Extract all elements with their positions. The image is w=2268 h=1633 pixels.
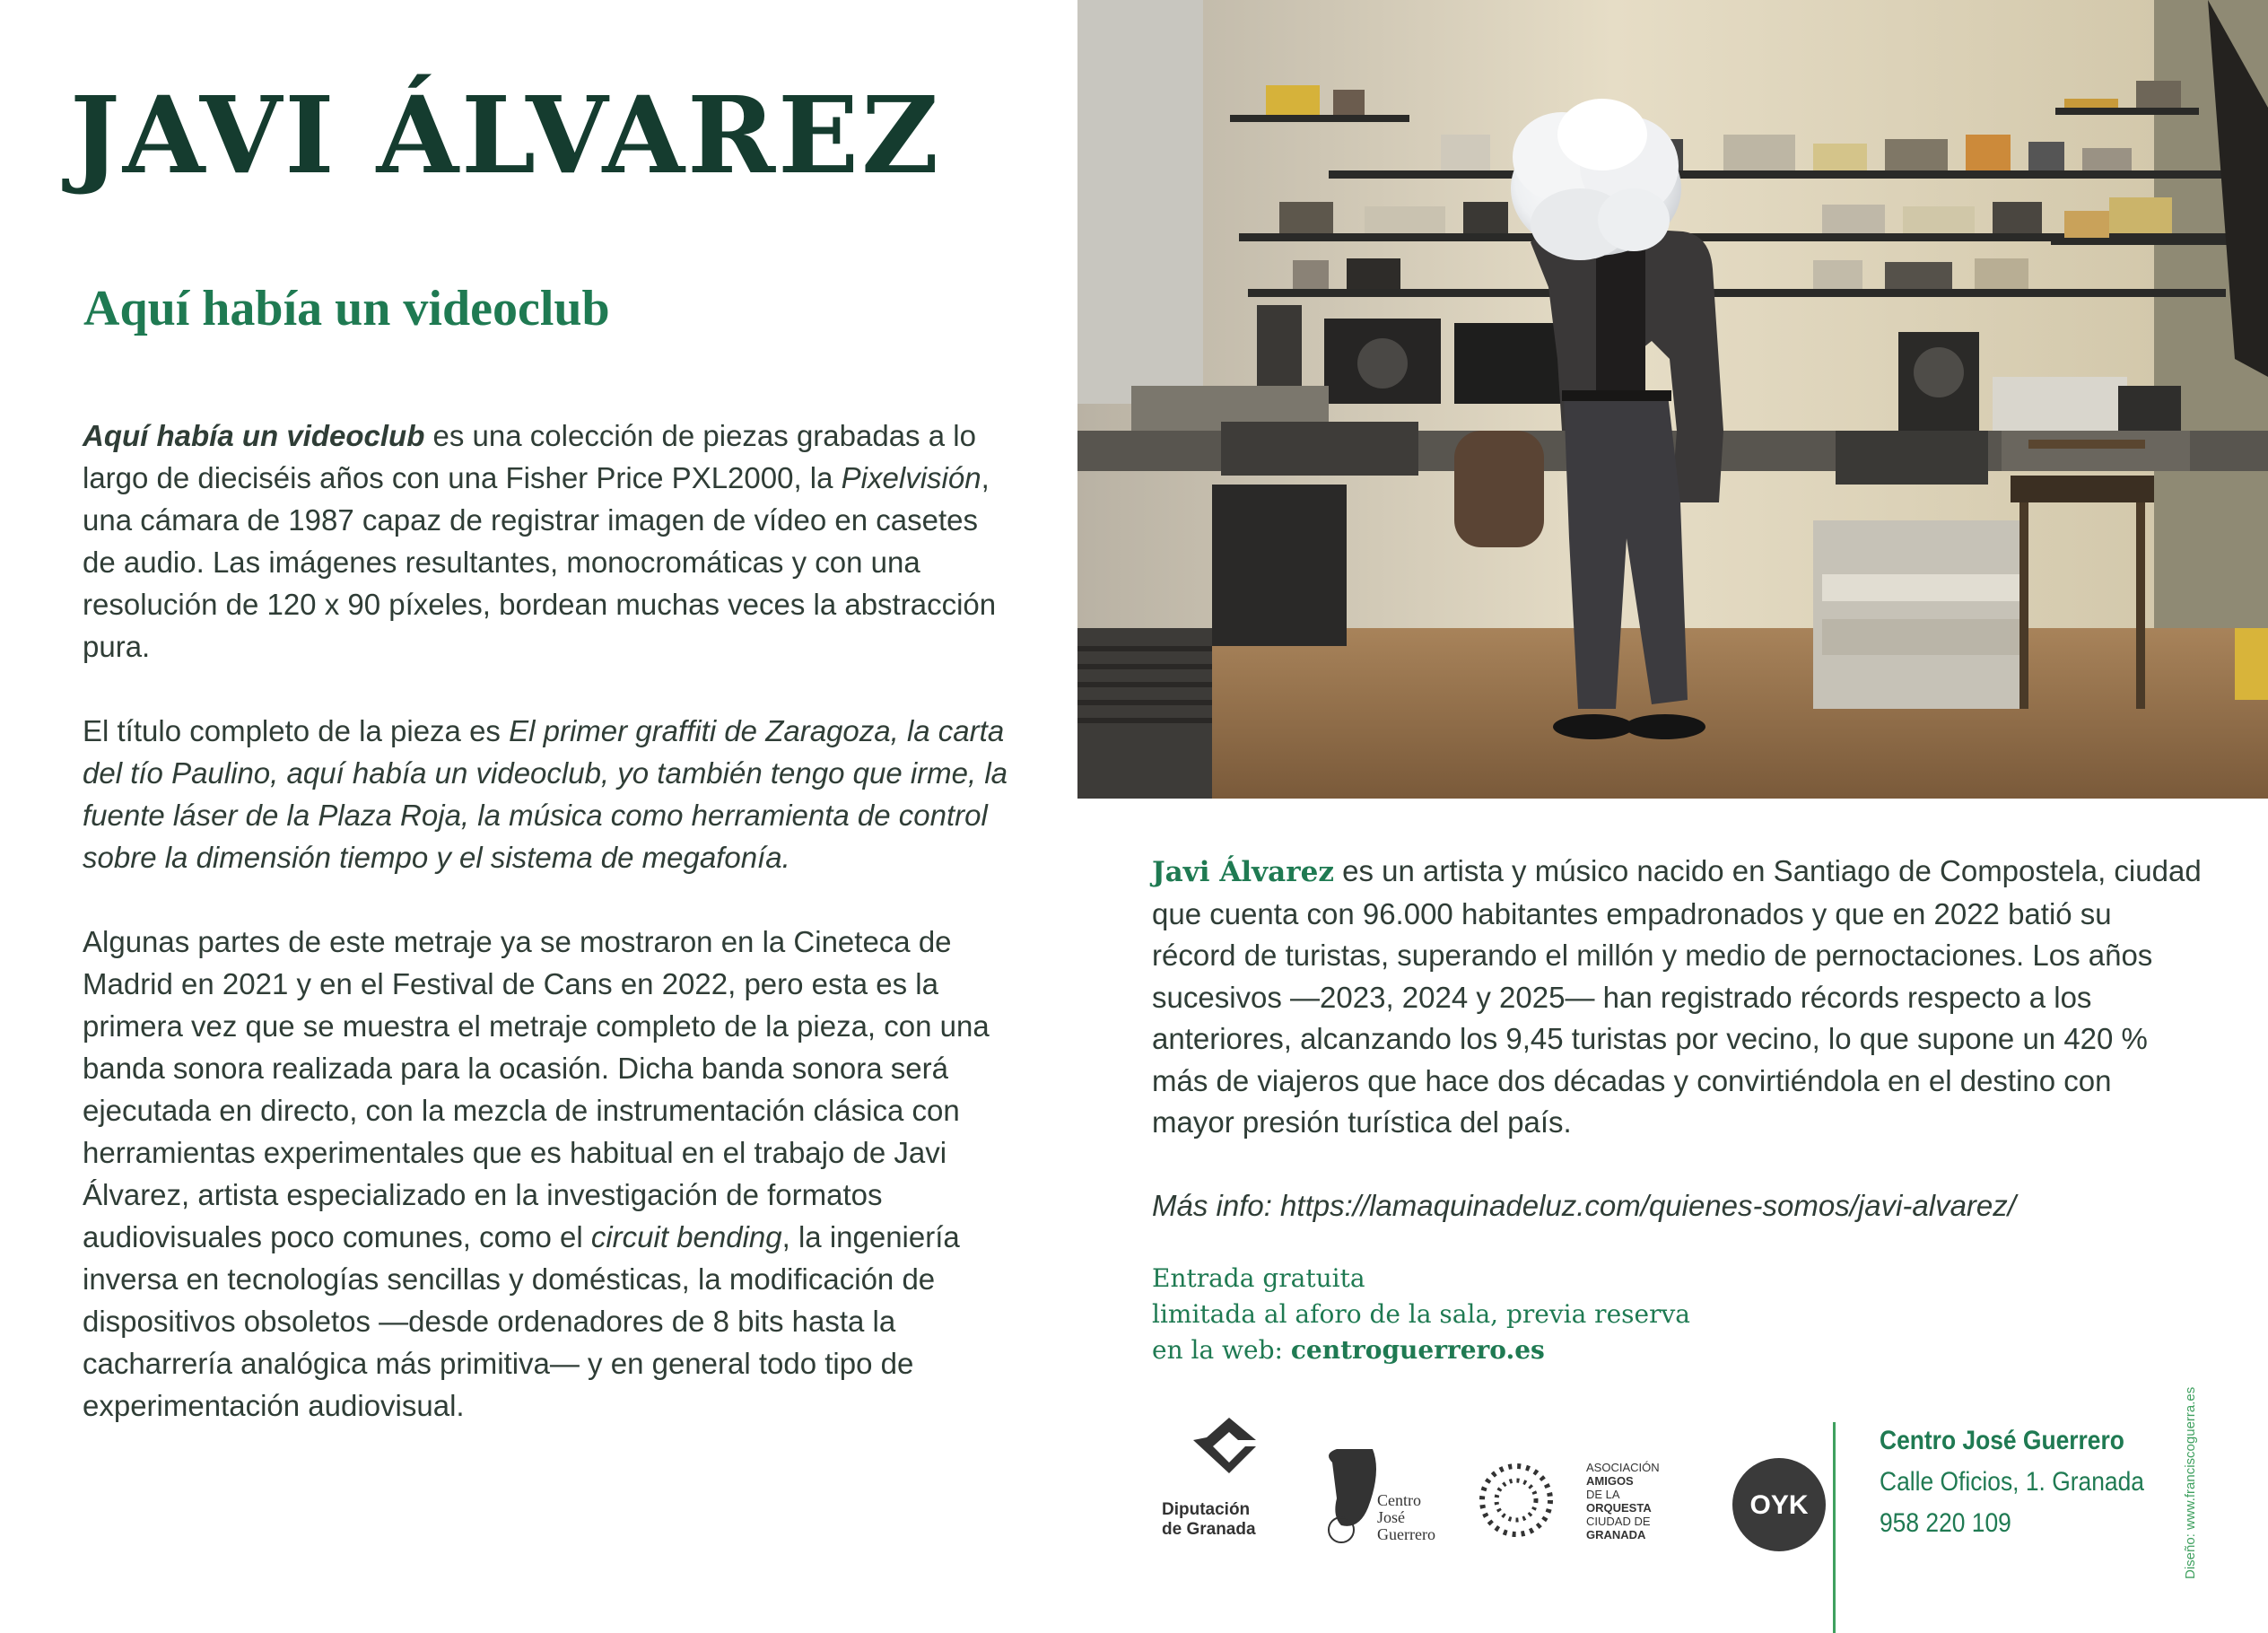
page-title: JAVI ÁLVAREZ bbox=[70, 73, 942, 197]
entry-info bbox=[1152, 1261, 1690, 1368]
italic-full-title: El primer graffiti de Zaragoza, la carta del tío Paulino, aquí había un videoclub, yo también tengo que irme, la fuente láser de la Plaza Roja, la música como herramienta de control sobre la dimensión tiempo y el sistema de megafonía. bbox=[83, 714, 1008, 874]
bio-paragraph bbox=[1152, 851, 2202, 1144]
italic-term: Pixelvisión bbox=[841, 461, 981, 494]
website-link[interactable]: centroguerrero.es bbox=[1290, 1335, 1545, 1365]
centro-jose-guerrero-logo bbox=[1329, 1449, 1435, 1543]
svg-text:AMIGOS: AMIGOS bbox=[1586, 1474, 1634, 1488]
venue-phone: 958 220 109 bbox=[1880, 1508, 2011, 1538]
paragraph-description bbox=[83, 921, 1016, 1427]
artist-bio bbox=[1152, 851, 2202, 1268]
venue-contact bbox=[1880, 1420, 2144, 1544]
asociacion-amigos-orquesta-logo bbox=[1482, 1461, 1660, 1541]
artist-name: Javi Álvarez bbox=[1152, 856, 1334, 888]
paragraph-text: es una colección de piezas grabadas a lo largo de dieciséis años con una Fisher Price PXL2000, la bbox=[83, 419, 976, 494]
venue-name: Centro José Guerrero bbox=[1880, 1426, 2124, 1455]
paragraph-full-title bbox=[83, 710, 1016, 878]
paragraph-text: El título completo de la pieza es bbox=[83, 714, 510, 747]
divider-line bbox=[1833, 1422, 1836, 1633]
bio-text: es un artista y músico nacido en Santiago de Compostela, ciudad que cuenta con 96.000 habitantes empadronados y que en 2022 batió su récord de turistas, superando el millón y medio de pernoctaciones. Los años sucesivos —2023, 2024 y 2025— han registrado récords respecto a los anteriores, alcanzando los 9,45 turistas por vecino, lo que supone un 420 % más de viajeros que hace dos décadas y convirtiéndola en el destino con mayor presión turística del país. bbox=[1152, 854, 2202, 1139]
left-column-text bbox=[83, 415, 1016, 1469]
italic-term: circuit bending bbox=[590, 1220, 782, 1253]
svg-text:Centro: Centro bbox=[1377, 1491, 1421, 1509]
paragraph-text: , una cámara de 1987 capaz de registrar imagen de vídeo en casetes de audio. Las imágenes resultantes, monocromáticas y con una resolución de 120 x 90 píxeles, bordean muchas veces la abstracción pura. bbox=[83, 461, 997, 663]
svg-text:José: José bbox=[1377, 1508, 1405, 1526]
entry-web: en la web: centroguerrero.es bbox=[1152, 1335, 1545, 1365]
entry-capacity: limitada al aforo de la sala, previa reserva bbox=[1152, 1299, 1690, 1329]
diputacion-label-2: de Granada bbox=[1162, 1520, 1256, 1539]
svg-text:GRANADA: GRANADA bbox=[1586, 1528, 1646, 1541]
artist-studio-photo bbox=[1077, 0, 2268, 799]
work-title-emphasis: Aquí había un videoclub bbox=[83, 419, 425, 452]
entry-free: Entrada gratuita bbox=[1152, 1263, 1365, 1293]
oyk-logo bbox=[1732, 1458, 1826, 1551]
paragraph-intro bbox=[83, 415, 1016, 668]
svg-text:OYK: OYK bbox=[1749, 1490, 1809, 1520]
diputacion-granada-logo bbox=[1162, 1418, 1256, 1539]
diputacion-label-1: Diputación bbox=[1162, 1500, 1251, 1519]
sponsor-logos bbox=[1157, 1418, 1830, 1561]
svg-text:ORQUESTA: ORQUESTA bbox=[1586, 1501, 1652, 1515]
svg-text:ASOCIACIÓN: ASOCIACIÓN bbox=[1586, 1461, 1660, 1474]
design-credit: Diseño: www.franciscoguerra.es bbox=[2183, 1386, 2198, 1579]
paragraph-text: Algunas partes de este metraje ya se mostraron en la Cineteca de Madrid en 2021 y en el Festival de Cans en 2022, pero esta es la primera vez que se muestra el metraje completo de la pieza, con una banda sonora realizada para la ocasión. Dicha banda sonora será ejecutada en directo, con la mezcla de instrumentación clásica con herramientas experimentales que es habitual en el trabajo de Javi Álvarez, artista especializado en la investigación de formatos audiovisuales poco comunes, como el bbox=[83, 925, 990, 1253]
paragraph-text: , la ingeniería inversa en tecnologías sencillas y domésticas, la modificación de dispositivos obsoletos —desde ordenadores de 8 bits hasta la cacharrería analógica más primitiva— y en general todo tipo de experimentación audiovisual. bbox=[83, 1220, 960, 1422]
more-info-link[interactable]: Más info: https://lamaquinadeluz.com/quienes-somos/javi-alvarez/ bbox=[1152, 1188, 2016, 1222]
svg-text:DE LA: DE LA bbox=[1586, 1488, 1620, 1501]
svg-text:Guerrero: Guerrero bbox=[1377, 1525, 1435, 1543]
venue-address: Calle Oficios, 1. Granada bbox=[1880, 1467, 2144, 1497]
page-subtitle: Aquí había un videoclub bbox=[83, 281, 610, 336]
svg-text:CIUDAD DE: CIUDAD DE bbox=[1586, 1515, 1651, 1528]
